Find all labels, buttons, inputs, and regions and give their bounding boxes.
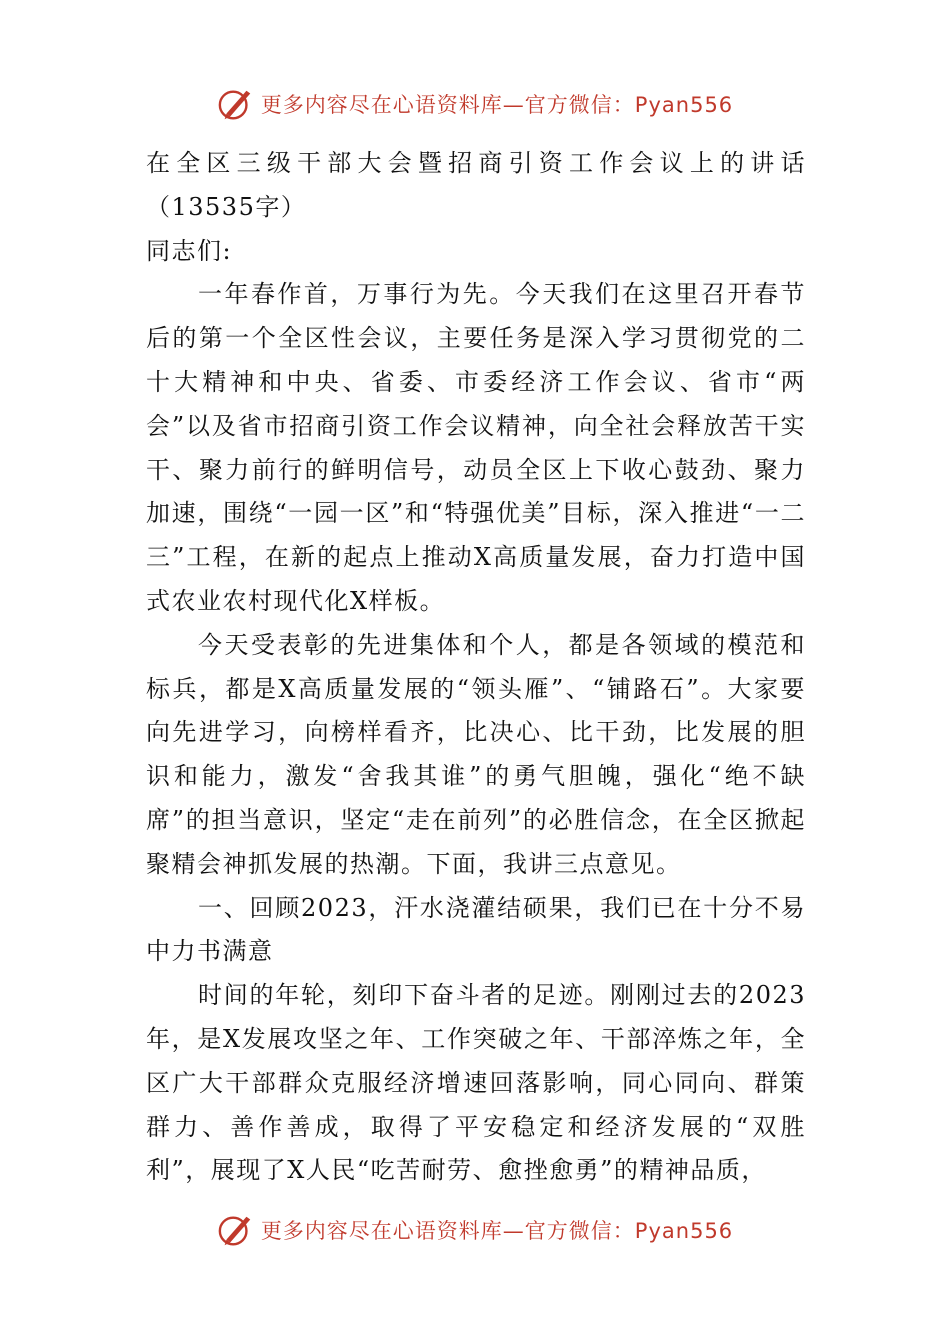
watermark-text: 更多内容尽在心语资料库—官方微信：Pyan556 [260,93,734,117]
document-title: 在全区三级干部大会暨招商引资工作会议上的讲话（13535字） [146,149,806,221]
footer-watermark-banner [0,1208,950,1252]
paragraph-review: 时间的年轮，刻印下奋斗者的足迹。刚刚过去的2023年，是X发展攻坚之年、工作突破之年、干部淬炼之年，全区广大干部群众克服经济增速回落影响，同心同向、群策群力、善作善成，取得了平安稳定和经济发展的“双胜利”，展现了X人民“吃苦耐劳、愈挫愈勇”的精神品质， [146,981,806,1185]
paragraph-commendation: 今天受表彰的先进集体和个人，都是各领域的模范和标兵，都是X高质量发展的“领头雁”、“铺路石”。大家要向先进学习，向榜样看齐，比决心、比干劲，比发展的胆识和能力，激发“舍我其谁”的勇气胆魄，强化“绝不缺席”的担当意识，坚定“走在前列”的必胜信念，在全区掀起聚精会神抓发展的热潮。下面，我讲三点意见。 [146,630,806,878]
paragraph-opening: 一年春作首，万事行为先。今天我们在这里召开春节后的第一个全区性会议，主要任务是深入学习贯彻党的二十大精神和中央、省委、市委经济工作会议、省市“两会”以及省市招商引资工作会议精神，向全社会释放苦干实干、聚力前行的鲜明信号，动员全区上下收心鼓劲、聚力加速，围绕“一园一区”和“特强优美”目标，深入推进“一二三”工程，在新的起点上推动X高质量发展，奋力打造中国式农业农村现代化X样板。 [146,280,806,615]
header-watermark-banner [0,82,950,126]
section-heading-review-2023: 一、回顾2023，汗水浇灌结硕果，我们已在十分不易中力书满意 [146,893,806,966]
salutation: 同志们: [146,236,233,265]
watermark-text: 更多内容尽在心语资料库—官方微信：Pyan556 [260,1219,734,1243]
pen-logo-icon [217,1211,255,1249]
document-body [146,142,806,1193]
pen-logo-icon [217,85,255,123]
